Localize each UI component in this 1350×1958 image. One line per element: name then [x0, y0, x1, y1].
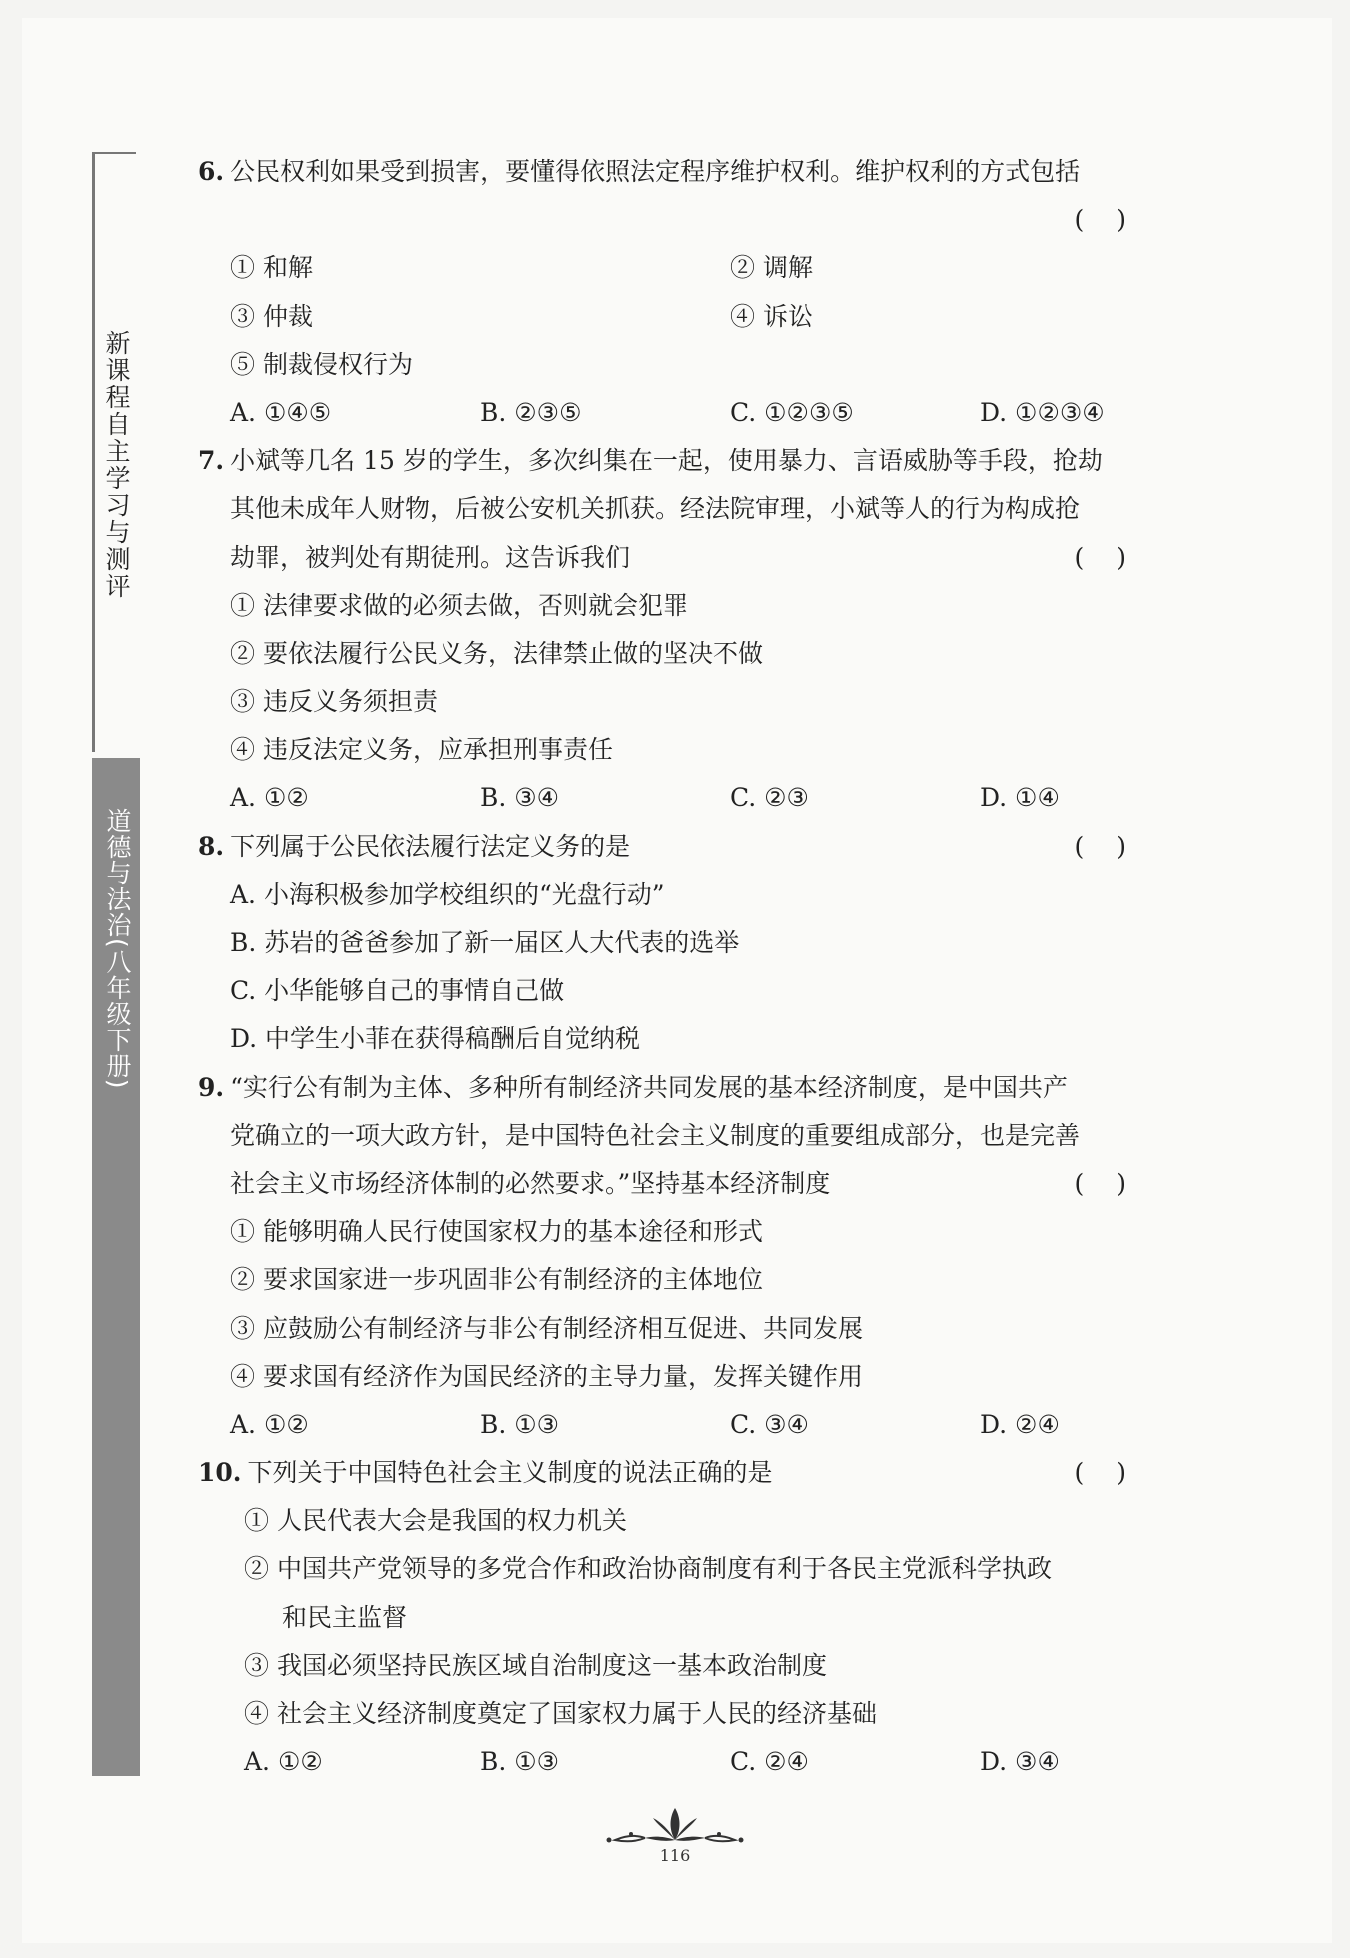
question-number: 10. — [198, 1458, 242, 1488]
option-b: B. ③④ — [480, 783, 560, 813]
question-6-stem-line-1: 6. 公民权利如果受到损害，要懂得依照法定程序维护权利。维护权利的方式包括 — [198, 157, 1081, 186]
option-d: D. ②④ — [980, 1409, 1060, 1439]
question-number: 8. — [198, 831, 225, 861]
question-10-item-2: ② 中国共产党领导的多党合作和政治协商制度有利于各民主党派科学执政 — [244, 1554, 1052, 1584]
question-number: 7. — [198, 446, 225, 476]
option-b: B. ①③ — [480, 1409, 560, 1439]
option-d: D. ①②③④ — [980, 397, 1105, 427]
option-b: B. ②③⑤ — [480, 397, 582, 427]
floral-ornament-icon — [595, 1800, 755, 1850]
question-7-stem-line-3: 劫罪，被判处有期徒刑。这告诉我们 () — [198, 534, 1158, 582]
question-number: 6. — [198, 157, 225, 186]
question-8-choice-a: A. 小海积极参加学校组织的“光盘行动” — [230, 879, 665, 909]
question-9-options — [198, 1401, 1158, 1449]
question-10-item-2-cont: 和民主监督 — [282, 1602, 408, 1632]
question-9-item-3: ③ 应鼓励公有制经济与非公有制经济相互促进、共同发展 — [230, 1313, 863, 1343]
question-8-stem-line-1: 8. 下列属于公民依法履行法定义务的是 () — [198, 823, 1158, 871]
answer-parentheses: () — [1074, 831, 1158, 861]
question-10-item-4: ④ 社会主义经济制度奠定了国家权力属于人民的经济基础 — [244, 1699, 877, 1728]
question-8-choice-c: C. 小华能够自己的事情自己做 — [230, 976, 565, 1006]
option-c: C. ②③ — [730, 783, 809, 813]
question-7-stem-line-1: 7. 小斌等几名 15 岁的学生，多次纠集在一起，使用暴力、言语威胁等手段，抢劫 — [198, 446, 1103, 476]
question-9-stem-line-1: 9. “实行公有制为主体、多种所有制经济共同发展的基本经济制度，是中国共产 — [198, 1072, 1068, 1102]
question-10-stem-line-1: 10. 下列关于中国特色社会主义制度的说法正确的是 () — [198, 1449, 1158, 1497]
sidebar-top-label: 新课程自主学习与测评 — [102, 330, 131, 600]
option-c: C. ①②③⑤ — [730, 397, 854, 427]
question-9-item-1: ① 能够明确人民行使国家权力的基本途径和形式 — [230, 1217, 763, 1247]
question-8-choice-d: D. 中学生小菲在获得稿酬后自觉纳税 — [230, 1024, 641, 1054]
question-7-item-4: ④ 违反法定义务，应承担刑事责任 — [230, 735, 613, 765]
option-d: D. ①④ — [980, 783, 1060, 813]
question-6-options — [198, 389, 1158, 437]
option-a: A. ①② — [230, 1409, 309, 1439]
question-7-options — [198, 774, 1158, 822]
answer-parentheses: () — [1074, 1458, 1158, 1488]
question-9-item-4: ④ 要求国有经济作为国民经济的主导力量，发挥关键作用 — [230, 1361, 863, 1391]
question-list — [198, 148, 1158, 1786]
sidebar-bottom-label: 道德与法治(八年级下册) — [103, 808, 132, 1090]
question-9-item-2: ② 要求国家进一步巩固非公有制经济的主体地位 — [230, 1265, 763, 1295]
option-c: C. ②④ — [730, 1747, 809, 1777]
option-a: A. ①② — [230, 783, 309, 813]
option-a: A. ①④⑤ — [230, 397, 332, 427]
question-7-stem-line-2: 其他未成年人财物，后被公安机关抓获。经法院审理，小斌等人的行为构成抢 — [230, 494, 1081, 524]
question-10-item-3: ③ 我国必须坚持民族区域自治制度这一基本政治制度 — [244, 1650, 827, 1680]
answer-parentheses: () — [1074, 1168, 1158, 1198]
page-number: 116 — [659, 1846, 691, 1865]
question-7-item-1: ① 法律要求做的必须去做，否则就会犯罪 — [230, 590, 688, 620]
question-6-items-row-1: ① 和解 ② 调解 — [230, 253, 813, 283]
question-9-stem-line-3: 社会主义市场经济体制的必然要求。”坚持基本经济制度 () — [198, 1160, 1158, 1208]
question-8-choice-b: B. 苏岩的爸爸参加了新一届区人大代表的选举 — [230, 928, 740, 957]
option-a: A. ①② — [244, 1747, 323, 1777]
question-7-item-3: ③ 违反义务须担责 — [230, 687, 438, 717]
question-10-item-1: ① 人民代表大会是我国的权力机关 — [244, 1506, 627, 1536]
answer-parentheses: () — [1074, 205, 1158, 235]
question-6-paren-line — [198, 196, 1158, 244]
option-c: C. ③④ — [730, 1409, 809, 1439]
page-footer — [595, 1800, 755, 1870]
question-6-items-row-3: ⑤ 制裁侵权行为 — [230, 349, 413, 379]
question-9-stem-line-2: 党确立的一项大政方针，是中国特色社会主义制度的重要组成部分，也是完善 — [230, 1120, 1081, 1150]
question-number: 9. — [198, 1072, 225, 1102]
question-10-options — [198, 1738, 1158, 1786]
option-b: B. ①③ — [480, 1747, 560, 1777]
question-6-items-row-2: ③ 仲裁 ④ 诉讼 — [230, 301, 813, 331]
question-7-item-2: ② 要依法履行公民义务，法律禁止做的坚决不做 — [230, 638, 763, 668]
option-d: D. ③④ — [980, 1747, 1060, 1777]
answer-parentheses: () — [1074, 542, 1158, 572]
